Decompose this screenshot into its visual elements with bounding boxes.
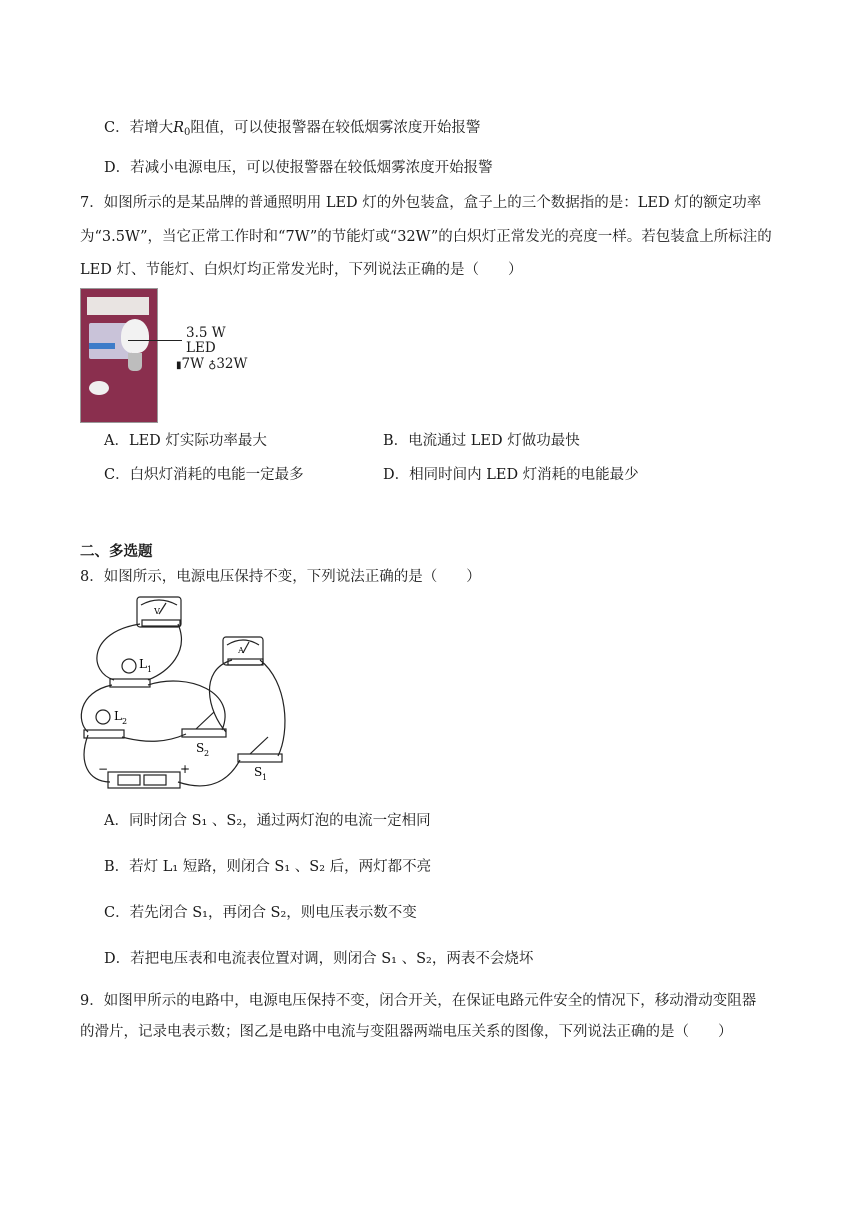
label-l1: L [139,657,147,671]
bulb-l1-base [110,679,150,687]
label-l2: L [114,709,122,723]
label-l2-sub: 2 [122,717,128,726]
q8-option-c: C．若先闭合 S₁，再闭合 S₂，则电压表示数不变 [104,905,417,921]
q7-stem-line-3: LED 灯、节能灯、白炽灯均正常发光时，下列说法正确的是（ ） [80,262,523,278]
q8-option-a: A．同时闭合 S₁ 、S₂，通过两灯泡的电流一定相同 [104,813,431,829]
q7-option-b: B．电流通过 LED 灯做功最快 [383,433,580,449]
ammeter-scale [227,640,259,645]
ammeter-letter: A [238,646,244,655]
incandescent-icon: ♁ [208,358,217,371]
label-s1: S [254,765,263,779]
figure-leader-line [128,340,182,341]
package-top [87,297,149,315]
q8-stem: 8．如图所示，电源电压保持不变，下列说法正确的是（ ） [80,569,481,585]
q7-stem-line-2: 为“3.5W”，当它正常工作时和“7W”的节能灯或“32W”的白炽灯正常发光的亮度一样。若包装盒上所标注的 [80,229,772,245]
package-blue-strip [89,343,115,349]
q7-option-a: A．LED 灯实际功率最大 [104,433,267,449]
led-package-photo [80,288,158,423]
circuit-diagram [78,592,300,802]
q7-option-d: D．相同时间内 LED 灯消耗的电能最少 [383,467,639,483]
q6-option-d: D．若减小电源电压，可以使报警器在较低烟雾浓度开始报警 [104,160,493,176]
q8-option-d: D．若把电压表和电流表位置对调，则闭合 S₁ 、S₂，两表不会烧坏 [104,951,534,967]
resistor-symbol: R [173,120,185,136]
label-l1-sub: 1 [147,665,153,674]
figure-label-led: LED [186,340,216,356]
q7-stem-line-1: 7．如图所示的是某品牌的普通照明用 LED 灯的外包装盒，盒子上的三个数据指的是：LED 灯的额定功率 [80,195,762,211]
incandescent-watt-label: 32W [216,356,248,372]
figure-label-power: 3.5 W [186,325,226,341]
bulb-base [128,353,142,371]
voltmeter-scale [141,600,177,605]
q9-stem-line-2: 的滑片，记录电表示数；图乙是电路中电流与变阻器两端电压关系的图像，下列说法正确的是（ ） [80,1024,733,1040]
switch-s1-base [238,754,282,762]
cfl-watt-label: 7W [181,356,204,372]
bulb-l2 [96,710,110,724]
cfl-icon: ▮ [176,360,182,371]
q6-option-c-text: C．若增大 [104,120,174,136]
q8-option-b: B．若灯 L₁ 短路，则闭合 S₁ 、S₂ 后，两灯都不亮 [104,859,432,875]
package-badge [89,381,109,395]
battery-minus: − [98,762,109,776]
figure-label-equivalents [176,357,247,373]
label-s2: S [196,741,205,755]
q9-stem-line-1: 9．如图甲所示的电路中，电源电压保持不变，闭合开关，在保证电路元件安全的情况下，移动滑动变阻器 [80,993,757,1009]
voltmeter-letter: V [154,607,160,616]
label-s2-sub: 2 [204,749,210,758]
q6-option-c-text-2: 阻值，可以使报警器在较低烟雾浓度开始报警 [190,120,481,136]
bulb-l2-base [84,730,124,738]
resistor-subscript: 0 [184,127,191,138]
switch-s2-base [182,729,226,737]
q6-option-c [104,118,480,143]
q7-option-c: C．白炽灯消耗的电能一定最多 [104,467,304,483]
battery-plus: + [180,762,191,776]
bulb-l1 [122,659,136,673]
bulb-globe [121,319,149,353]
label-s1-sub: 1 [262,773,268,782]
section-title-multiple-choice: 二、多选题 [80,543,153,560]
